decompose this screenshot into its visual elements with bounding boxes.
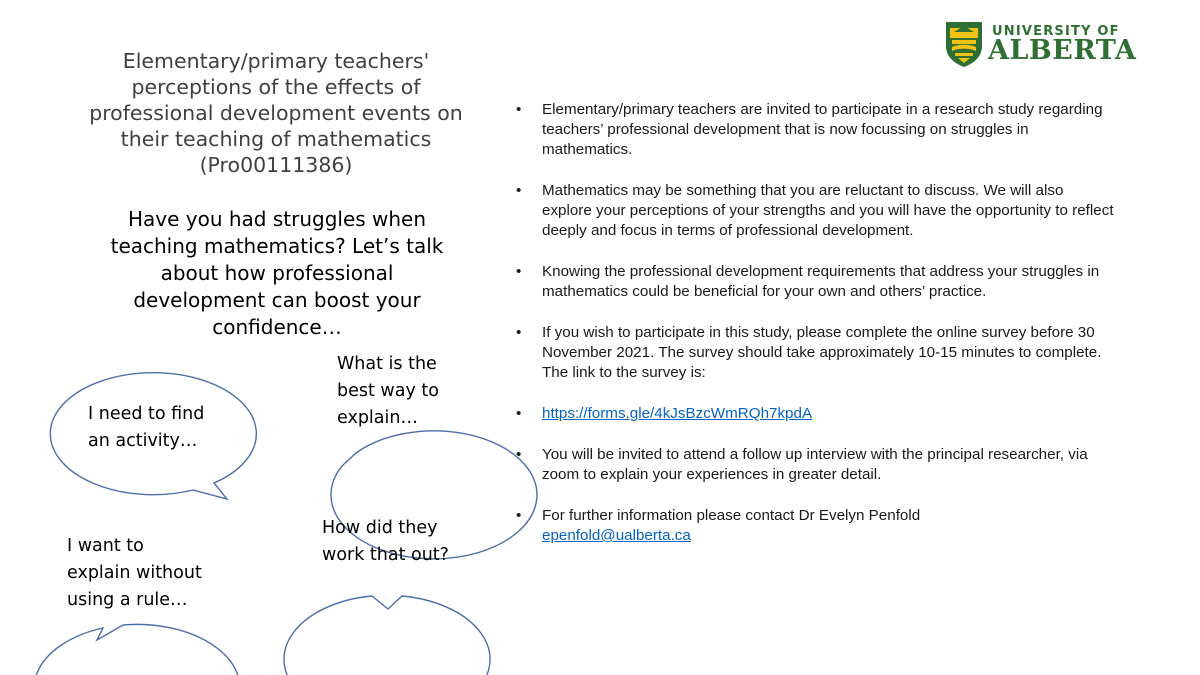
bullet-marker: • (516, 263, 522, 280)
bullet-marker: • (516, 446, 522, 463)
title-line: their teaching of mathematics (120, 127, 432, 151)
title-line: Elementary/primary teachers' (122, 49, 430, 73)
speech-bubble-3 (34, 624, 240, 675)
bubble-line: best way to (337, 381, 439, 401)
question-line: confidence… (212, 315, 342, 339)
logo-university-of: UNIVERSITY OF (992, 24, 1120, 39)
bullet-text: You will be invited to attend a follow up interview with the principal researcher, via zoom to explain your experiences in greater detail. (542, 446, 1088, 483)
bubble-line: How did they (322, 518, 438, 538)
bubble-text-4 (322, 515, 449, 569)
bubble-line: using a rule… (67, 590, 188, 610)
list-item (516, 323, 1116, 383)
bubble-line: explain without (67, 563, 202, 583)
bullet-text: Knowing the professional development requirements that address your struggles in mathematics could be beneficial for your own and others’ practice. (542, 263, 1100, 300)
bubble-text-2 (337, 351, 439, 432)
bubble-line: I want to (67, 536, 144, 556)
bullet-marker: • (516, 507, 522, 524)
question-line: development can boost your (133, 288, 421, 312)
bullet-marker: • (516, 101, 522, 118)
question-line: Have you had struggles when (127, 207, 427, 231)
bullet-text: For further information please contact Dr Evelyn Penfold (542, 507, 921, 524)
title-line: perceptions of the effects of (131, 75, 421, 99)
contact-email-link[interactable]: epenfold@ualberta.ca (542, 527, 691, 544)
bubble-line: explain… (337, 408, 418, 428)
list-item (516, 181, 1116, 241)
bubble-text-3 (67, 533, 202, 614)
bullet-text: If you wish to participate in this study, please complete the online survey before 30 November 2021. The survey should take approximately 10-15 minutes to complete. The link to the survey is: (542, 324, 1102, 381)
survey-link[interactable]: https://forms.gle/4kJsBzcWmRQh7kpdA (542, 405, 813, 422)
list-item (516, 100, 1116, 160)
bubble-text-1 (88, 401, 204, 455)
bullet-marker: • (516, 324, 522, 341)
bubble-line: I need to find (88, 404, 205, 424)
bubble-line: work that out? (322, 545, 449, 565)
question-line: teaching mathematics? Let’s talk (110, 234, 444, 258)
bubble-line: What is the (337, 354, 437, 374)
title-line: (Pro00111386) (199, 153, 353, 177)
title-line: professional development events on (89, 101, 463, 125)
bullet-marker: • (516, 182, 522, 199)
bullet-text: Mathematics may be something that you are reluctant to discuss. We will also explore your perceptions of your strengths and you will have the opportunity to reflect deeply and focus in terms of professional development. (542, 182, 1114, 239)
question-line: about how professional (160, 261, 394, 285)
bullet-text: Elementary/primary teachers are invited to participate in a research study regarding teachers’ professional development that is now focussing on struggles in mathematics. (542, 101, 1103, 158)
logo-alberta: ALBERTA (988, 35, 1137, 66)
list-item (516, 262, 1116, 302)
list-item (516, 445, 1116, 485)
list-item (516, 506, 1116, 546)
list-item (516, 404, 1116, 424)
bullet-marker: • (516, 405, 522, 422)
speech-bubble-4 (284, 596, 490, 675)
study-info-list (516, 100, 1116, 567)
bubble-line: an activity… (88, 431, 198, 451)
